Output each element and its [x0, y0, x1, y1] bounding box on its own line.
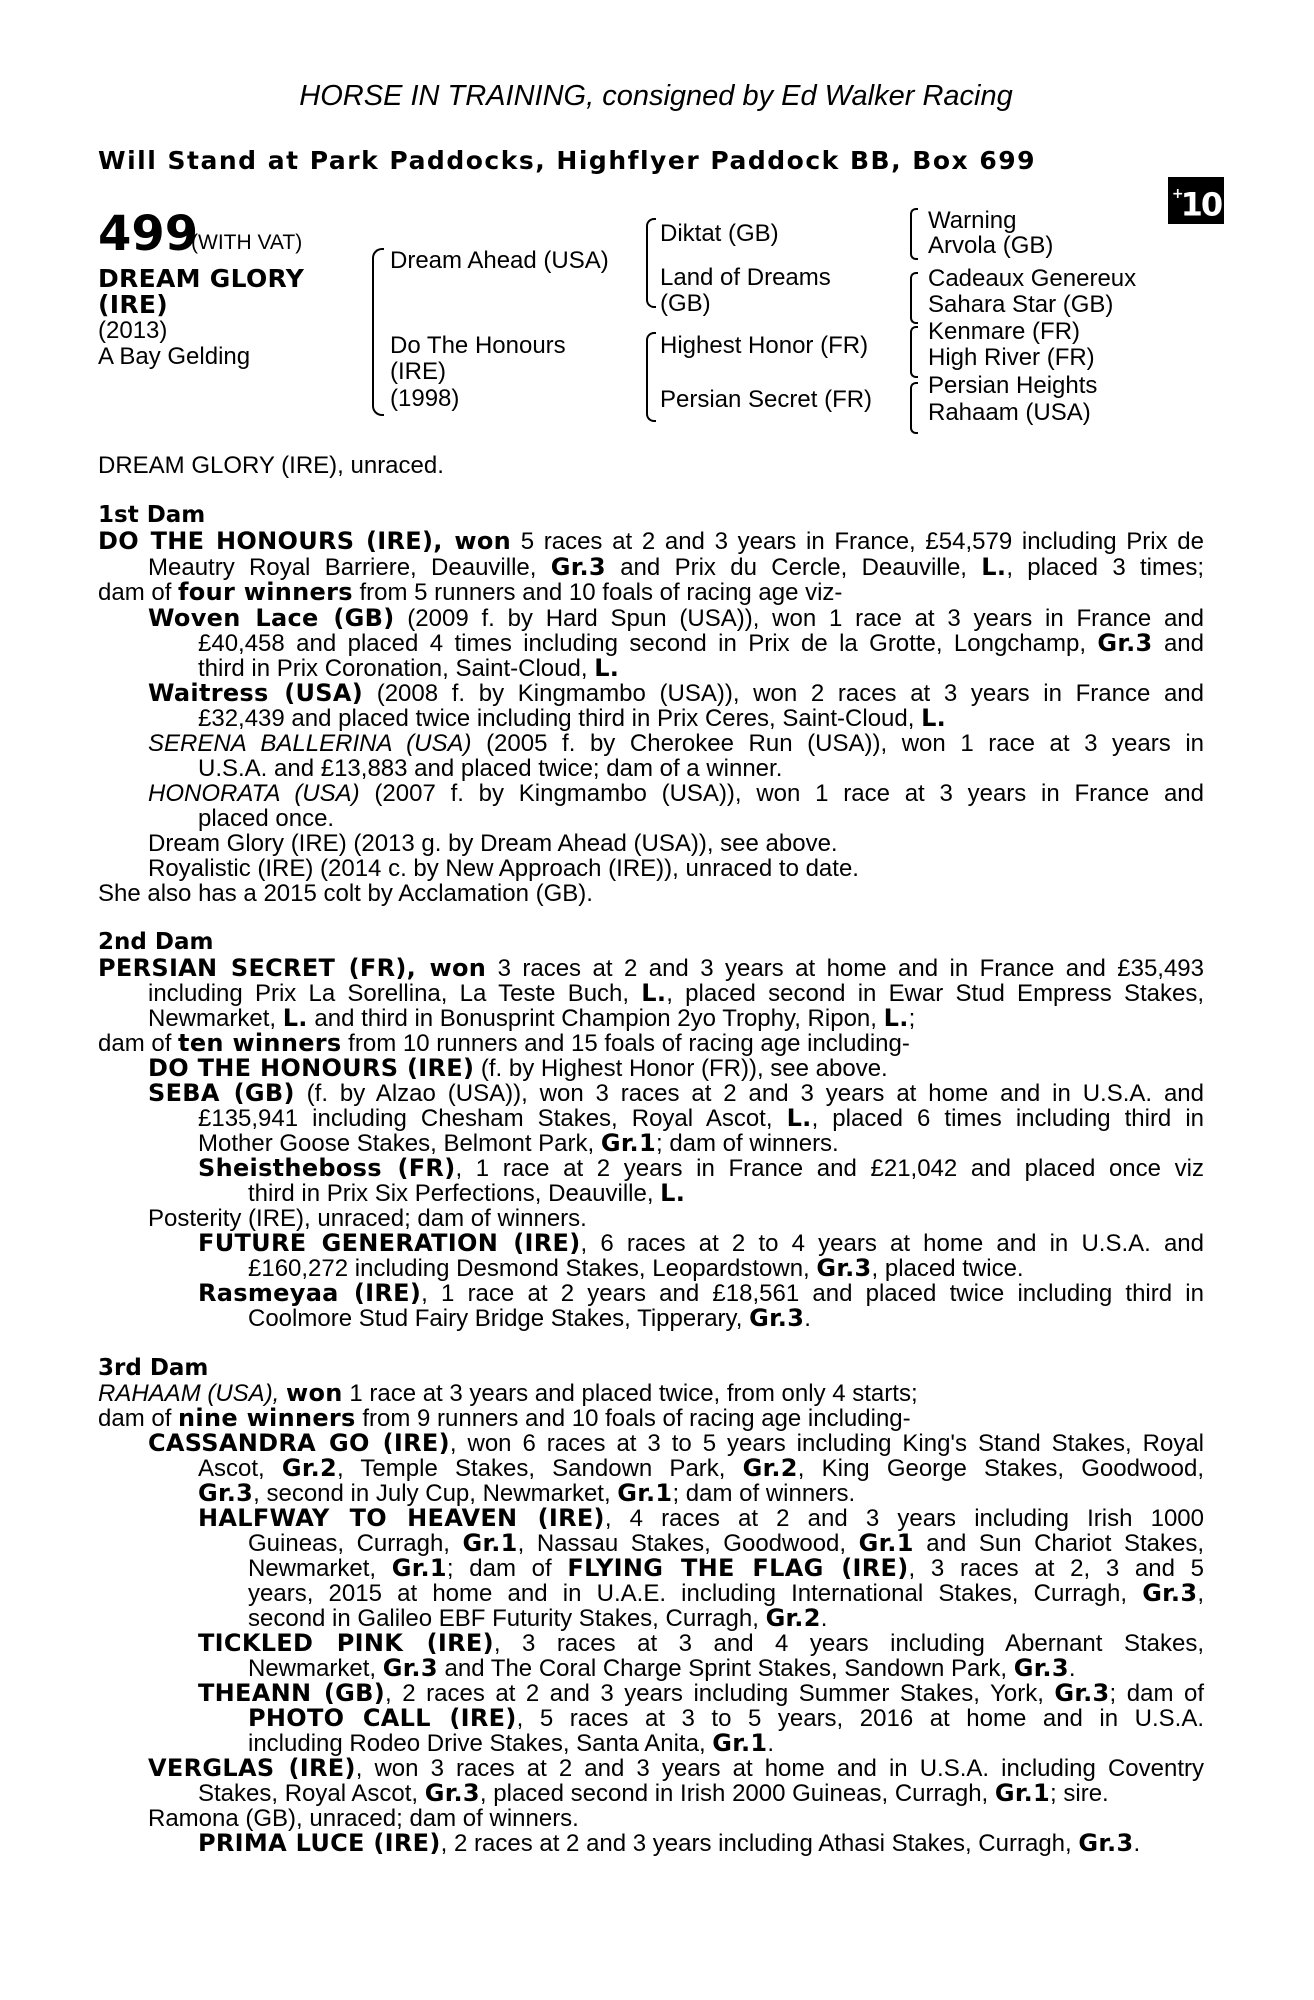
pedigree-dds: Persian Heights	[928, 372, 1098, 399]
grade: Gr.3	[382, 1654, 438, 1682]
produce-name: PHOTO CALL (IRE)	[248, 1704, 517, 1732]
dam-name: PERSIAN SECRET (FR), won	[98, 954, 487, 982]
grade: Gr.2	[765, 1604, 821, 1632]
pedigree-dsd: High River (FR)	[928, 344, 1095, 371]
horse-year: (2013)	[98, 317, 168, 344]
grade: Gr.3	[749, 1304, 805, 1332]
second-dam-line	[98, 956, 1204, 982]
produce-name: Woven Lace (GB)	[148, 604, 395, 632]
text: , 3 races at 3 and 4 years including Abernant Stakes,	[493, 1630, 1204, 1657]
sale-badge	[1168, 177, 1224, 224]
pedigree-brace-sd	[910, 272, 918, 324]
text: Newmarket,	[248, 1655, 383, 1682]
first-dam-line	[98, 529, 1204, 555]
produce-line	[148, 681, 1204, 707]
text: ; sire.	[1050, 1780, 1109, 1807]
second-dam-line	[148, 1006, 915, 1032]
pedigree-sire: Dream Ahead (USA)	[390, 247, 609, 274]
produce-line	[198, 1631, 1204, 1657]
page-title: HORSE IN TRAINING, consigned by Ed Walker Racing	[299, 80, 1013, 112]
text: .	[767, 1730, 775, 1757]
grade: Gr.3	[1013, 1654, 1069, 1682]
text: 5 races at 2 and 3 years in France, £54,579 including Prix de	[511, 528, 1204, 555]
produce-line	[248, 1606, 827, 1632]
text: .	[820, 1605, 828, 1632]
text: .	[1068, 1655, 1076, 1682]
produce-line	[148, 1081, 1204, 1107]
text: £160,272 including Desmond Stakes, Leopardstown,	[248, 1255, 817, 1282]
winners-count: four winners	[178, 578, 353, 606]
text: , placed 3 times;	[1006, 554, 1205, 581]
grade: Gr.1	[858, 1529, 914, 1557]
pedigree-brace-dd	[910, 382, 918, 434]
produce-line	[248, 1181, 685, 1207]
produce-line	[248, 1556, 1204, 1582]
text: third in Prix Coronation, Saint-Cloud,	[198, 655, 595, 682]
grade: Gr.3	[424, 1779, 480, 1807]
text: , 5 races at 3 to 5 years, 2016 at home and in U.S.A.	[516, 1705, 1204, 1732]
grade: Gr.2	[281, 1454, 338, 1482]
text: ; dam of winners.	[655, 1130, 839, 1157]
text: ; dam of	[1109, 1680, 1204, 1707]
grade: Gr.1	[994, 1779, 1051, 1807]
produce-line	[198, 1781, 1109, 1807]
grade: Gr.3	[1097, 629, 1153, 657]
text: second in Galileo EBF Futurity Stakes, Curragh,	[248, 1605, 766, 1632]
second-dam-line	[148, 981, 1204, 1007]
text: , 3 races at 2, 3 and 5	[908, 1555, 1204, 1582]
grade: L.	[786, 1104, 812, 1132]
text: , placed second in Irish 2000 Guineas, Curragh,	[479, 1780, 995, 1807]
text: , 2 races at 2 and 3 years including Summer Stakes, York,	[385, 1680, 1055, 1707]
produce-line	[198, 1456, 1204, 1482]
text: ; dam of winners.	[672, 1480, 856, 1507]
pedigree-dam-line3: (1998)	[390, 385, 460, 412]
pedigree-brace-main	[372, 248, 384, 416]
won-label: won	[286, 1379, 343, 1407]
produce-name: THEANN (GB)	[198, 1679, 386, 1707]
produce-line: U.S.A. and £13,883 and placed twice; dam of a winner.	[198, 755, 783, 782]
produce-name: SERENA BALLERINA (USA)	[148, 730, 472, 757]
produce-line	[248, 1306, 811, 1332]
text: Stakes, Royal Ascot,	[198, 1780, 425, 1807]
dam-name: DO THE HONOURS (IRE), won	[98, 527, 512, 555]
pedigree-dam-dam: Persian Secret (FR)	[660, 386, 873, 413]
winners-count: ten winners	[178, 1029, 342, 1057]
pedigree-dam-line1: Do The Honours	[390, 332, 566, 359]
pedigree-sire-dam-line1: Land of Dreams	[660, 264, 831, 291]
produce-line	[148, 1431, 1204, 1457]
produce-line	[198, 1506, 1204, 1532]
text: , 6 races at 2 to 4 years at home and in U.S.A. and	[580, 1230, 1204, 1257]
produce-line: Dream Glory (IRE) (2013 g. by Dream Ahead (USA)), see above.	[148, 830, 838, 857]
pedigree-sss: Warning	[928, 207, 1017, 234]
text: , Temple Stakes, Sandown Park,	[337, 1455, 743, 1482]
text: , won 3 races at 2 and 3 years at home and in U.S.A. including Coventry	[355, 1755, 1204, 1782]
grade: Gr.1	[712, 1729, 768, 1757]
grade: Gr.3	[1078, 1829, 1134, 1857]
produce-name: FLYING THE FLAG (IRE)	[567, 1554, 909, 1582]
badge-number: 10	[1180, 185, 1222, 224]
horse-name: DREAM GLORY	[98, 264, 305, 293]
pedigree-brace-ds	[910, 326, 918, 378]
produce-line	[198, 1681, 1204, 1707]
text: 1 race at 3 years and placed twice, from only 4 starts;	[342, 1380, 918, 1407]
text: and third in Bonusprint Champion 2yo Trophy, Ripon,	[307, 1005, 884, 1032]
produce-name: CASSANDRA GO (IRE)	[148, 1429, 450, 1457]
third-dam-line	[98, 1406, 911, 1432]
third-dam-heading: 3rd Dam	[98, 1355, 209, 1381]
produce-line	[148, 1056, 888, 1082]
produce-name: PRIMA LUCE (IRE)	[198, 1829, 441, 1857]
produce-name: Sheistheboss (FR)	[198, 1154, 456, 1182]
produce-line	[148, 606, 1204, 632]
text: Coolmore Stud Fairy Bridge Stakes, Tipperary,	[248, 1305, 750, 1332]
produce-name: SEBA (GB)	[148, 1079, 295, 1107]
pedigree-dam-line2: (IRE)	[390, 358, 446, 385]
grade: Gr.3	[1142, 1579, 1198, 1607]
text: , placed twice.	[871, 1255, 1024, 1282]
second-dam-heading: 2nd Dam	[98, 929, 214, 955]
produce-line	[248, 1656, 1076, 1682]
pedigree-dam-sire: Highest Honor (FR)	[660, 332, 869, 359]
text: from 9 runners and 10 foals of racing age including-	[355, 1405, 911, 1432]
text: from 10 runners and 15 foals of racing age including-	[341, 1030, 910, 1057]
pedigree-brace-sire	[646, 218, 656, 308]
text: , 2 races at 2 and 3 years including Athasi Stakes, Curragh,	[440, 1830, 1079, 1857]
grade: L.	[883, 1004, 909, 1032]
produce-line	[198, 631, 1204, 657]
text: ; dam of	[446, 1555, 568, 1582]
produce-line	[198, 1831, 1140, 1857]
text: dam of	[98, 1405, 179, 1432]
produce-name: DO THE HONOURS (IRE)	[148, 1054, 475, 1082]
text: dam of	[98, 1030, 179, 1057]
first-dam-heading: 1st Dam	[98, 502, 206, 528]
pedigree-dss: Kenmare (FR)	[928, 318, 1081, 345]
horse-description: A Bay Gelding	[98, 343, 251, 370]
text: including Rodeo Drive Stakes, Santa Anita,	[248, 1730, 713, 1757]
text: (f. by Highest Honor (FR)), see above.	[474, 1055, 888, 1082]
text: Mother Goose Stakes, Belmont Park,	[198, 1130, 601, 1157]
text: (2005 f. by Cherokee Run (USA)), won 1 race at 3 years in	[471, 730, 1205, 757]
produce-line	[198, 706, 946, 732]
produce-line: Royalistic (IRE) (2014 c. by New Approach (IRE)), unraced to date.	[148, 855, 859, 882]
produce-line	[198, 1131, 839, 1157]
grade: L.	[594, 654, 620, 682]
produce-line: Posterity (IRE), unraced; dam of winners.	[148, 1205, 587, 1232]
vat-note: (WITH VAT)	[191, 231, 303, 254]
produce-name: FUTURE GENERATION (IRE)	[198, 1229, 581, 1257]
produce-line	[248, 1531, 1204, 1557]
produce-line: She also has a 2015 colt by Acclamation (GB).	[98, 880, 593, 907]
produce-line	[248, 1581, 1204, 1607]
text: £32,439 and placed twice including third in Prix Ceres, Saint-Cloud,	[198, 705, 922, 732]
produce-line: placed once.	[198, 805, 335, 832]
text: Newmarket,	[248, 1555, 392, 1582]
produce-line	[248, 1706, 1204, 1732]
first-dam-line	[148, 555, 1204, 581]
text: ,	[1197, 1580, 1204, 1607]
text: years, 2015 at home and in U.A.E. including International Stakes, Curragh,	[248, 1580, 1143, 1607]
grade: Gr.1	[391, 1554, 447, 1582]
text: .	[1133, 1830, 1141, 1857]
grade: Gr.3	[1054, 1679, 1110, 1707]
text: ;	[908, 1005, 916, 1032]
produce-name: VERGLAS (IRE)	[148, 1754, 356, 1782]
text: , second in July Cup, Newmarket,	[253, 1480, 618, 1507]
text: , 1 race at 2 years in France and £21,042 and placed once viz	[455, 1155, 1204, 1182]
venue-location: Will Stand at Park Paddocks, Highflyer Paddock BB, Box 699	[98, 146, 1037, 175]
text: Guineas, Curragh,	[248, 1530, 463, 1557]
text: , placed second in Ewar Stud Empress Stakes,	[666, 980, 1204, 1007]
text: , won 6 races at 3 to 5 years including King's Stand Stakes, Royal	[449, 1430, 1205, 1457]
text: Ascot,	[198, 1455, 282, 1482]
horse-country: (IRE)	[98, 290, 168, 319]
dam-name: RAHAAM (USA),	[98, 1380, 287, 1407]
produce-line	[198, 1156, 1204, 1182]
grade: L.	[282, 1004, 308, 1032]
produce-line	[198, 1281, 1204, 1307]
pedigree-brace-dam	[646, 332, 656, 422]
text: third in Prix Six Perfections, Deauville,	[248, 1180, 661, 1207]
text: from 5 runners and 10 foals of racing age viz-	[352, 579, 843, 606]
produce-line	[198, 656, 619, 682]
grade: L.	[641, 979, 667, 1007]
grade: Gr.3	[198, 1479, 254, 1507]
text: dam of	[98, 579, 179, 606]
produce-name: HALFWAY TO HEAVEN (IRE)	[198, 1504, 605, 1532]
produce-line	[148, 781, 1204, 807]
pedigree-sds: Cadeaux Genereux	[928, 265, 1137, 292]
produce-line	[198, 1106, 1204, 1132]
text: (2008 f. by Kingmambo (USA)), won 2 races at 3 years in France and	[363, 680, 1204, 707]
produce-line	[198, 1481, 855, 1507]
text: , Nassau Stakes, Goodwood,	[517, 1530, 859, 1557]
text: £135,941 including Chesham Stakes, Royal Ascot,	[198, 1105, 787, 1132]
produce-line	[148, 1756, 1204, 1782]
second-dam-line	[98, 1031, 910, 1057]
racing-record: DREAM GLORY (IRE), unraced.	[98, 452, 444, 479]
text: , 4 races at 2 and 3 years including Irish 1000	[604, 1505, 1204, 1532]
grade: L.	[981, 553, 1007, 581]
produce-line	[198, 1231, 1204, 1257]
text: (f. by Alzao (USA)), won 3 races at 2 and 3 years at home and in U.S.A. and	[294, 1080, 1204, 1107]
text: and	[1152, 630, 1204, 657]
text: .	[804, 1305, 811, 1332]
text: (2007 f. by Kingmambo (USA)), won 1 race at 3 years in France and	[359, 780, 1204, 807]
pedigree-brace-ss	[910, 208, 918, 260]
produce-line	[248, 1731, 774, 1757]
text: and Prix du Cercle, Deauville,	[605, 554, 982, 581]
pedigree-sire-sire: Diktat (GB)	[660, 220, 779, 247]
pedigree-sdd: Sahara Star (GB)	[928, 291, 1114, 318]
grade: L.	[921, 704, 947, 732]
grade: Gr.1	[462, 1529, 518, 1557]
first-dam-line	[98, 580, 842, 606]
text: (2009 f. by Hard Spun (USA)), won 1 race at 3 years in France and	[394, 605, 1204, 632]
lot-number: 499	[98, 206, 199, 262]
grade: Gr.3	[816, 1254, 872, 1282]
text: 3 races at 2 and 3 years at home and in France and £35,493	[486, 955, 1205, 982]
text: and The Coral Charge Sprint Stakes, Sandown Park,	[437, 1655, 1014, 1682]
produce-line: Ramona (GB), unraced; dam of winners.	[148, 1805, 579, 1832]
pedigree-sire-dam-line2: (GB)	[660, 290, 711, 317]
produce-name: HONORATA (USA)	[148, 780, 360, 807]
third-dam-line	[98, 1381, 918, 1407]
text: £40,458 and placed 4 times including second in Prix de la Grotte, Longchamp,	[198, 630, 1098, 657]
produce-name: Waitress (USA)	[148, 679, 364, 707]
text: including Prix La Sorellina, La Teste Buch,	[148, 980, 642, 1007]
text: , King George Stakes, Goodwood,	[797, 1455, 1205, 1482]
grade: Gr.1	[600, 1129, 656, 1157]
text: , 1 race at 2 years and £18,561 and placed twice including third in	[421, 1280, 1204, 1307]
text: Newmarket,	[148, 1005, 283, 1032]
produce-line	[148, 731, 1204, 757]
grade: Gr.3	[550, 553, 606, 581]
text: and Sun Chariot Stakes,	[913, 1530, 1204, 1557]
grade: L.	[660, 1179, 686, 1207]
pedigree-ssd: Arvola (GB)	[928, 232, 1054, 259]
grade: Gr.2	[742, 1454, 798, 1482]
winners-count: nine winners	[178, 1404, 356, 1432]
pedigree-ddd: Rahaam (USA)	[928, 399, 1091, 426]
produce-line	[248, 1256, 1024, 1282]
produce-name: Rasmeyaa (IRE)	[198, 1279, 422, 1307]
text: Meautry Royal Barriere, Deauville,	[148, 554, 551, 581]
grade: Gr.1	[617, 1479, 673, 1507]
produce-name: TICKLED PINK (IRE)	[198, 1629, 494, 1657]
badge-plus: +	[1171, 186, 1182, 202]
text: , placed 6 times including third in	[811, 1105, 1205, 1132]
